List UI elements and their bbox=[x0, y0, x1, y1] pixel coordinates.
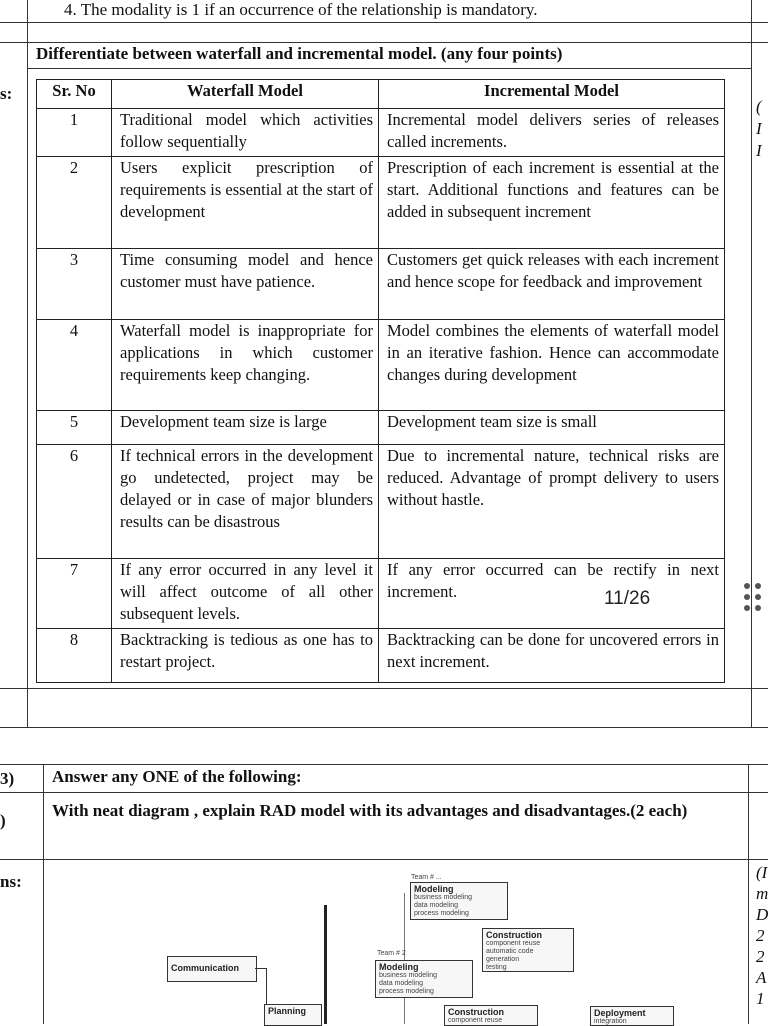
sr-cell: 4 bbox=[37, 320, 112, 411]
answer-label: s: bbox=[0, 84, 13, 103]
table-row bbox=[37, 629, 725, 683]
incremental-cell: Customers get quick releases with each increment and hence scope for feedback and improvement bbox=[379, 249, 725, 320]
drag-handle-icon[interactable] bbox=[742, 581, 768, 615]
header-waterfall: Waterfall Model bbox=[112, 80, 379, 109]
header-incremental: Incremental Model bbox=[379, 80, 725, 109]
page-gap bbox=[0, 728, 768, 764]
table-row bbox=[37, 411, 725, 445]
incremental-cell: Development team size is small bbox=[379, 411, 725, 445]
comm-arrow-down bbox=[266, 968, 267, 1004]
waterfall-cell: Backtracking is tedious as one has to restart project. bbox=[112, 629, 379, 683]
construction-box-1: Construction component reuse automatic code generation testing bbox=[482, 928, 574, 972]
q2-sub-number: ) bbox=[0, 811, 6, 830]
planning-box: Planning bbox=[264, 1004, 322, 1026]
table-header-row bbox=[37, 80, 725, 109]
sr-cell: 2 bbox=[37, 157, 112, 249]
waterfall-cell: Users explicit prescription of requirements is essential at the start of development bbox=[112, 157, 379, 249]
sr-cell: 1 bbox=[37, 109, 112, 157]
page-indicator: 11/26 bbox=[604, 588, 651, 609]
modeling-box-1: Modeling business modeling data modeling process modeling bbox=[410, 882, 508, 920]
top-point-text: 4. The modality is 1 if an occurrence of the relationship is mandatory. bbox=[64, 0, 538, 19]
table-row bbox=[37, 320, 725, 411]
q2-right-line bbox=[748, 764, 749, 1024]
waterfall-cell: Time consuming model and hence customer must have patience. bbox=[112, 249, 379, 320]
waterfall-cell: If any error occurred in any level it will affect outcome of all other subsequent levels. bbox=[112, 559, 379, 629]
question-top-rule bbox=[0, 42, 768, 43]
timeline-bar bbox=[324, 905, 327, 1024]
q2-number: 3) bbox=[0, 769, 15, 788]
sr-cell: 5 bbox=[37, 411, 112, 445]
incremental-cell: Backtracking can be done for uncovered errors in next increment. bbox=[379, 629, 725, 683]
team-bracket-line bbox=[404, 893, 405, 1024]
q2-ans-label: ns: bbox=[0, 872, 22, 891]
q2-header: Answer any ONE of the following: bbox=[52, 767, 302, 786]
deployment-box: Deployment integration bbox=[590, 1006, 674, 1026]
waterfall-cell: Traditional model which activities follow sequentially bbox=[112, 109, 379, 157]
left-border-line bbox=[27, 0, 28, 728]
table-row bbox=[37, 109, 725, 157]
incremental-cell: Incremental model delivers series of releases called increments. bbox=[379, 109, 725, 157]
modeling-box-2: Modeling business modeling data modeling process modeling bbox=[375, 960, 473, 998]
question-bottom-rule bbox=[27, 68, 751, 69]
waterfall-cell: If technical errors in the development go undetected, project may be delayed or in case of major blunders results can be disastrous bbox=[112, 445, 379, 559]
waterfall-cell: Waterfall model is inappropriate for applications in which customer requirements keep changing. bbox=[112, 320, 379, 411]
section-end-rule bbox=[0, 688, 768, 689]
header-sr-no: Sr. No bbox=[37, 80, 112, 109]
sr-cell: 8 bbox=[37, 629, 112, 683]
incremental-cell: Model combines the elements of waterfall model in an iterative fashion. Hence can accommodate changes during development bbox=[379, 320, 725, 411]
incremental-cell: Prescription of each increment is essential at the start. Additional functions and features can be added in subsequent increment bbox=[379, 157, 725, 249]
q2-left-line bbox=[43, 764, 44, 1024]
construction-box-2: Construction component reuse bbox=[444, 1005, 538, 1026]
q2-mid-rule bbox=[0, 792, 768, 793]
question-title: Differentiate between waterfall and incremental model. (any four points) bbox=[36, 44, 563, 63]
table-row bbox=[37, 445, 725, 559]
right-margin-chars-bottom: (I m D 2 2 A 1 bbox=[756, 863, 768, 1008]
q2-question: With neat diagram , explain RAD model with its advantages and disadvantages.(2 each) bbox=[52, 801, 688, 820]
table-row bbox=[37, 249, 725, 320]
q2-top-rule bbox=[0, 764, 768, 765]
q2-bottom-rule bbox=[0, 859, 768, 860]
waterfall-cell: Development team size is large bbox=[112, 411, 379, 445]
table-row bbox=[37, 157, 725, 249]
sr-cell: 7 bbox=[37, 559, 112, 629]
sr-cell: 6 bbox=[37, 445, 112, 559]
incremental-cell: If any error occurred can be rectify in next increment. bbox=[379, 559, 725, 629]
top-rule bbox=[0, 22, 768, 23]
team2-label: Team # 2 bbox=[377, 950, 406, 957]
communication-box: Communication bbox=[167, 956, 257, 982]
team1-label: Team # ... bbox=[411, 874, 442, 881]
incremental-cell: Due to incremental nature, technical risks are reduced. Advantage of prompt delivery to users without hastle. bbox=[379, 445, 725, 559]
sr-cell: 3 bbox=[37, 249, 112, 320]
right-margin-chars: ( I I bbox=[756, 97, 762, 160]
right-border-line bbox=[751, 0, 752, 728]
